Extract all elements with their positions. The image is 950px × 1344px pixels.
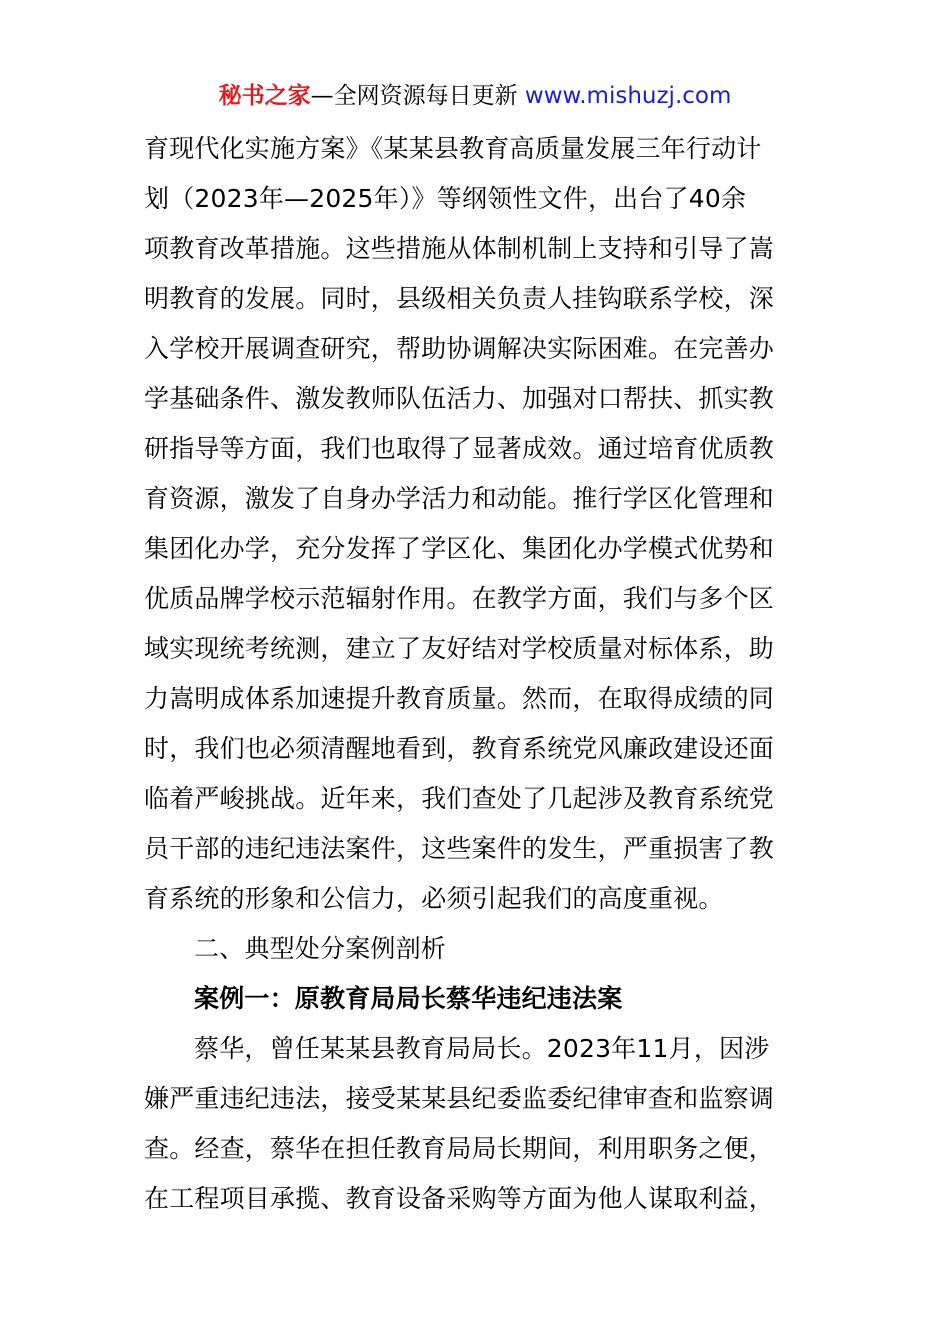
- body-line: 力嵩明成体系加速提升教育质量。然而，在取得成绩的同: [144, 684, 775, 713]
- body-line: 在工程项目承揽、教育设备采购等方面为他人谋取利益，: [144, 1184, 775, 1213]
- body-line: 划（2023年—2025年）》等纲领性文件，出台了40余: [144, 184, 747, 213]
- body-line: 育资源，激发了自身办学活力和动能。推行学区化管理和: [144, 484, 775, 513]
- body-line: 研指导等方面，我们也取得了显著成效。通过培育优质教: [144, 434, 775, 463]
- site-url[interactable]: www.mishuzj.com: [517, 83, 732, 109]
- body-line: 集团化办学，充分发挥了学区化、集团化办学模式优势和: [144, 534, 775, 563]
- header-tagline: —全网资源每日更新: [310, 83, 518, 109]
- body-line: 项教育改革措施。这些措施从体制机制上支持和引导了嵩: [144, 234, 775, 263]
- case-heading: 案例一：原教育局局长蔡华违纪违法案: [194, 984, 623, 1013]
- body-line: 育系统的形象和公信力，必须引起我们的高度重视。: [144, 884, 724, 913]
- body-line: 员干部的违纪违法案件，这些案件的发生，严重损害了教: [144, 834, 775, 863]
- body-line: 时，我们也必须清醒地看到，教育系统党风廉政建设还面: [144, 734, 775, 763]
- document-body: [144, 124, 814, 1224]
- brand-name: 秘书之家: [218, 83, 311, 109]
- body-line: 优质品牌学校示范辐射作用。在教学方面，我们与多个区: [144, 584, 775, 613]
- section-heading: 二、典型处分案例剖析: [194, 934, 447, 963]
- body-line: 临着严峻挑战。近年来，我们查处了几起涉及教育系统党: [144, 784, 775, 813]
- body-line: 域实现统考统测，建立了友好结对学校质量对标体系，助: [144, 634, 775, 663]
- body-line: 入学校开展调查研究，帮助协调解决实际困难。在完善办: [144, 334, 775, 363]
- body-line: 嫌严重违纪违法，接受某某县纪委监委纪律审查和监察调: [144, 1084, 775, 1113]
- body-line: 育现代化实施方案》《某某县教育高质量发展三年行动计: [144, 134, 762, 163]
- body-line: 蔡华，曾任某某县教育局局长。2023年11月，因涉: [194, 1034, 770, 1063]
- body-line: 学基础条件、激发教师队伍活力、加强对口帮扶、抓实教: [144, 384, 775, 413]
- body-line: 明教育的发展。同时，县级相关负责人挂钩联系学校，深: [144, 284, 775, 313]
- site-header: [0, 80, 950, 112]
- body-line: 查。经查，蔡华在担任教育局局长期间，利用职务之便，: [144, 1134, 775, 1163]
